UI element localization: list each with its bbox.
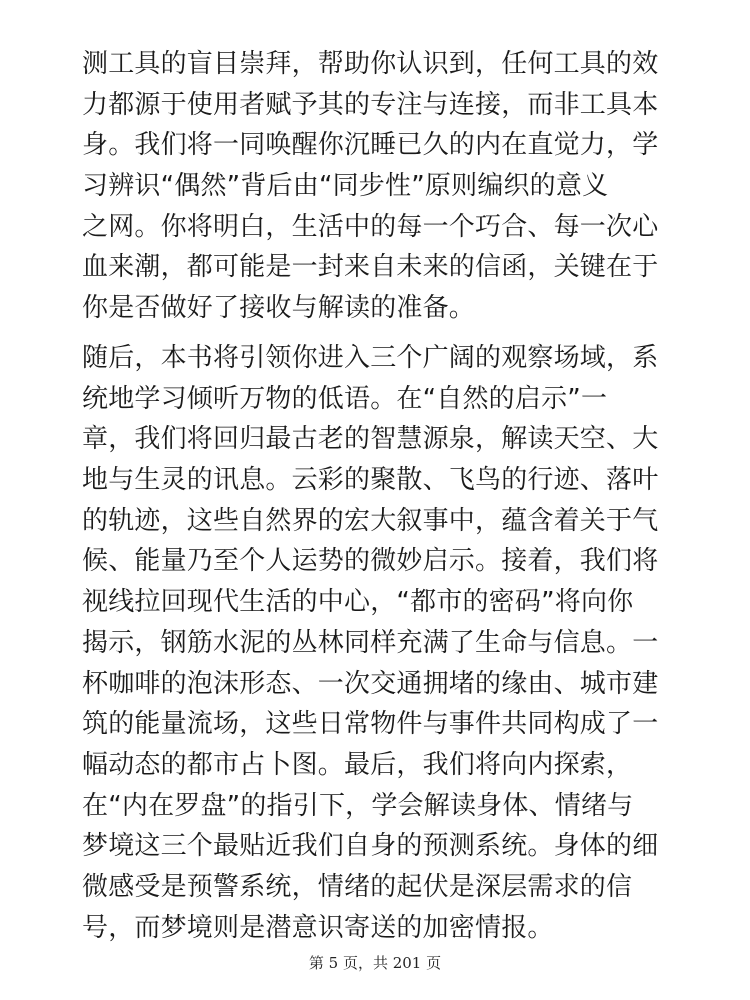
paragraph-line: 视线拉回现代生活的中心，“都市的密码”将向你: [82, 587, 634, 618]
paragraph-line: 筑的能量流场，这些日常物件与事件共同构成了一: [82, 709, 659, 740]
paragraph-2: [82, 338, 682, 948]
paragraph-line: 统地学习倾听万物的低语。在“自然的启示”一: [82, 383, 608, 414]
paragraph-line: 随后，本书将引领你进入三个广阔的观察场域，系: [82, 343, 659, 373]
paragraph-line: 杯咖啡的泡沫形态、一次交通拥堵的缘由、城市建: [82, 668, 659, 699]
paragraph-line: 的轨迹，这些自然界的宏大叙事中，蕴含着关于气: [82, 505, 659, 536]
paragraph-line: 微感受是预警系统，情绪的起伏是深层需求的信: [82, 871, 633, 902]
paragraph-line: 在“内在罗盘”的指引下，学会解读身体、情绪与: [82, 790, 634, 821]
paragraph-line: 你是否做好了接收与解读的准备。: [82, 293, 476, 324]
paragraph-line: 幅动态的都市占卜图。最后，我们将向内探索，: [82, 749, 633, 780]
page-number-footer: 第 5 页，共 201 页: [308, 954, 442, 972]
paragraph-line: 揭示，钢筋水泥的丛林同样充满了生命与信息。一: [82, 627, 659, 658]
paragraph-line: 习辨识“偶然”背后由“同步性”原则编织的意义: [82, 171, 609, 202]
paragraph-1: [82, 44, 682, 329]
paragraph-line: 梦境这三个最贴近我们自身的预测系统。身体的细: [82, 831, 659, 862]
paragraph-line: 候、能量乃至个人运势的微妙启示。接着，我们将: [82, 546, 659, 577]
paragraph-line: 之网。你将明白，生活中的每一个巧合、每一次心: [82, 211, 659, 242]
paragraph-line: 力都源于使用者赋予其的专注与连接，而非工具本: [82, 89, 659, 120]
paragraph-line: 章，我们将回归最古老的智慧源泉，解读天空、大: [82, 424, 659, 455]
paragraph-line: 身。我们将一同唤醒你沉睡已久的内在直觉力，学: [82, 130, 659, 161]
paragraph-line: 测工具的盲目崇拜，帮助你认识到，任何工具的效: [82, 49, 659, 79]
paragraph-line: 号，而梦境则是潜意识寄送的加密情报。: [82, 912, 554, 943]
paragraph-line: 血来潮，都可能是一封来自未来的信函，关键在于: [82, 252, 659, 283]
paragraph-line: 地与生灵的讯息。云彩的聚散、飞鸟的行迹、落叶: [82, 465, 659, 496]
